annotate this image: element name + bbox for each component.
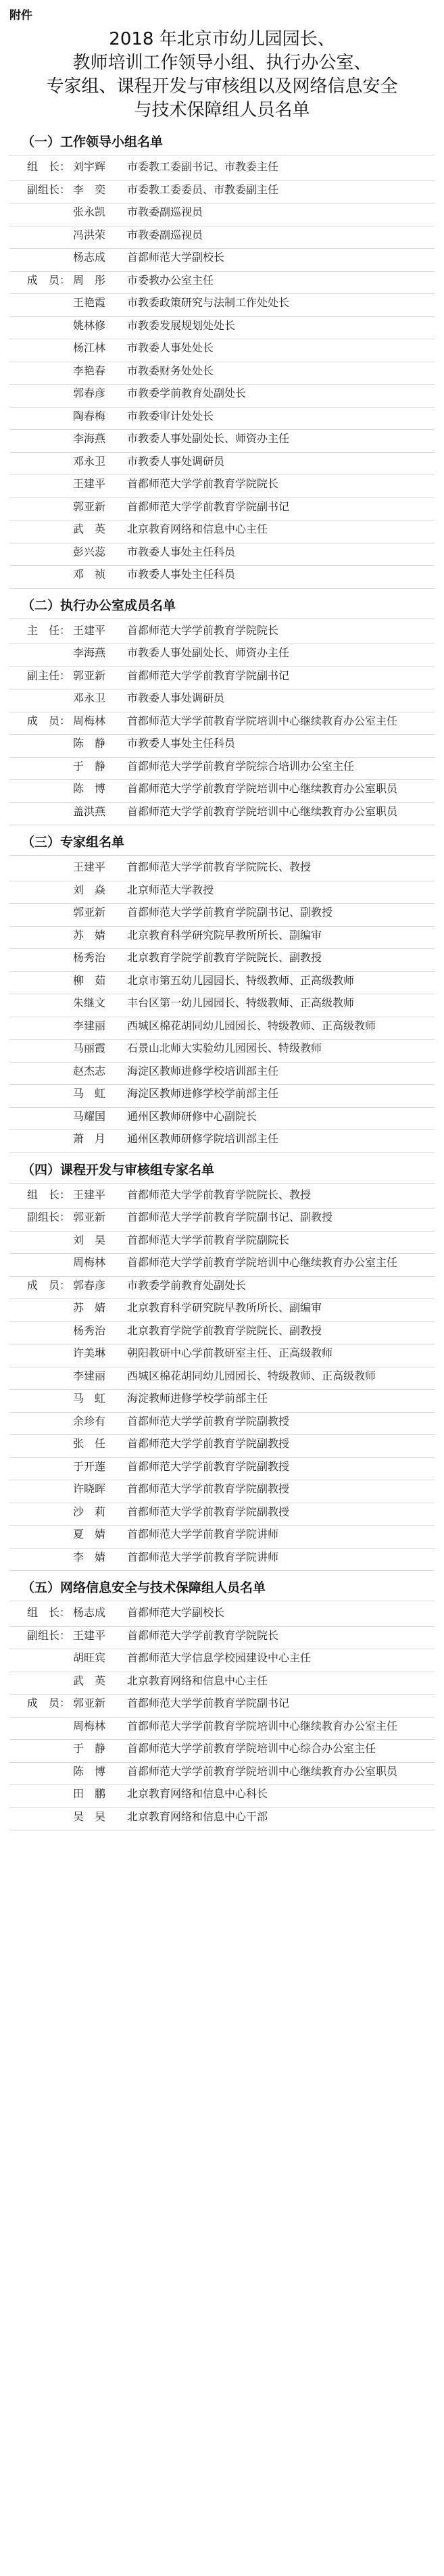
section-heading: （一）工作领导小组名单: [9, 132, 435, 155]
member-name: 张 任: [73, 1437, 106, 1450]
member-row: [9, 339, 435, 362]
member-position: 首都师范大学学前教育学院培训中心继续教育办公室职员: [127, 782, 398, 795]
member-row: [9, 1785, 435, 1808]
member-name: 盖洪燕: [73, 804, 106, 818]
member-row: [9, 1390, 435, 1413]
member-row: [9, 1413, 435, 1436]
member-position: 市教委审计处处长: [127, 409, 214, 422]
member-name: 郭亚新: [73, 669, 106, 682]
member-row: [9, 1627, 435, 1650]
member-row: [9, 181, 435, 204]
member-position: 首都师范大学学前教育学院副教授: [127, 1414, 290, 1428]
member-name: 吴 昊: [73, 1809, 106, 1823]
member-row: [9, 566, 435, 589]
member-row: [9, 622, 435, 645]
member-row: [9, 1322, 435, 1345]
member-position: 首都师范大学学前教育学院培训中心继续教育办公室职员: [127, 1764, 398, 1778]
member-row: [9, 712, 435, 735]
member-position: 市教委人事处副处长、师资办主任: [127, 432, 290, 445]
member-position: 市教委人事处主任科员: [127, 568, 236, 581]
member-position: 北京教育网络和信息中心主任: [127, 1674, 268, 1687]
member-name: 朱继文: [73, 996, 106, 1009]
section-heading: （二）执行办公室成员名单: [9, 596, 435, 619]
member-position: 海淀教师进修学校学前部主任: [127, 1392, 268, 1405]
member-name: 余珍有: [73, 1414, 106, 1428]
member-name: 马 虹: [73, 1392, 106, 1405]
member-row: [9, 543, 435, 566]
member-row: [9, 453, 435, 476]
member-name: 马 虹: [73, 1087, 106, 1100]
member-name: 邓 祯: [73, 568, 106, 581]
member-name: 邓永卫: [73, 691, 106, 704]
member-row: [9, 1367, 435, 1390]
member-name: 许美琳: [73, 1346, 106, 1359]
member-position: 石景山北师大实验幼儿园园长、特级教师: [127, 1042, 322, 1054]
member-position: 首都师范大学学前教育学院副教授: [127, 1505, 290, 1518]
member-position: 朝阳教研中心学前教研室主任、正高级教师: [127, 1346, 333, 1359]
member-row: [9, 1649, 435, 1672]
member-row: [9, 1808, 435, 1831]
member-name: 苏 婧: [73, 1301, 106, 1314]
section-heading: （四）课程开发与审核组专家名单: [9, 1160, 435, 1184]
member-position: 北京教育网络和信息中心科长: [127, 1787, 268, 1800]
member-role: 副组长：: [26, 1211, 70, 1223]
member-row: [9, 667, 435, 690]
member-name: 赵杰志: [73, 1064, 106, 1077]
member-position: 北京师范大学教授: [127, 883, 214, 896]
document-title: [9, 28, 435, 122]
member-position: 市教委副巡视员: [127, 205, 203, 218]
member-name: 郭亚新: [73, 1211, 106, 1223]
member-name: 冯洪荣: [73, 228, 106, 241]
member-name: 王建平: [73, 477, 106, 490]
member-name: 张永凯: [73, 205, 106, 218]
member-position: 通州区教师研修中心副院长: [127, 1109, 257, 1123]
member-name: 彭兴蕊: [73, 545, 106, 558]
member-name: 刘 焱: [73, 883, 106, 896]
member-role: 成 员：: [26, 1697, 70, 1709]
member-row: [9, 758, 435, 781]
member-row: [9, 226, 435, 249]
member-position: 市教委财务处处长: [127, 364, 214, 377]
member-list-section: [9, 132, 435, 589]
member-row: [9, 1108, 435, 1131]
member-position: 市教委人事处主任科员: [127, 737, 236, 750]
member-position: 首都师范大学学前教育学院副书记、副教授: [127, 906, 333, 919]
member-position: 首都师范大学副校长: [127, 251, 225, 264]
title-line: 2018 年北京市幼儿园园长、: [109, 29, 335, 49]
sections-container: [9, 132, 435, 1830]
member-list-section: [9, 832, 435, 1153]
member-name: 李海燕: [73, 432, 106, 445]
member-position: 首都师范大学学前教育学院培训中心综合办公室主任: [127, 1742, 376, 1755]
member-name: 许晓晖: [73, 1482, 106, 1495]
member-position: 通州区教师研修学院培训部主任: [127, 1132, 279, 1145]
member-name: 周梅林: [73, 1719, 106, 1732]
member-row: [9, 294, 435, 317]
member-row: [9, 1085, 435, 1108]
member-row: [9, 1526, 435, 1549]
member-row: [9, 927, 435, 950]
member-name: 杨志成: [73, 251, 106, 264]
member-position: 首都师范大学副校长: [127, 1606, 225, 1619]
member-position: 首都师范大学学前教育学院院长: [127, 623, 279, 637]
member-name: 于开莲: [73, 1459, 106, 1473]
member-name: 于 静: [73, 1742, 106, 1755]
member-position: 北京教育网络和信息中心干部: [127, 1809, 268, 1823]
member-name: 李 婧: [73, 1550, 106, 1563]
member-role: 组 长：: [26, 1606, 70, 1619]
member-role: 副组长：: [26, 183, 70, 196]
member-name: 郭亚新: [73, 906, 106, 919]
member-row: [9, 317, 435, 340]
member-row: [9, 430, 435, 453]
member-position: 北京教育科学研究院早教所所长、副编审: [127, 928, 322, 942]
member-row: [9, 1763, 435, 1786]
member-row: [9, 858, 435, 881]
member-name: 于 静: [73, 759, 106, 773]
member-position: 首都师范大学学前教育学院院长: [127, 477, 279, 490]
member-name: 陈 博: [73, 1764, 106, 1778]
member-position: 西城区棉花胡同幼儿园园长、特级教师、正高级教师: [127, 1019, 376, 1032]
member-name: 杨秀治: [73, 1323, 106, 1337]
member-name: 王建平: [73, 623, 106, 637]
member-position: 首都师范大学学前教育学院培训中心继续教育办公室主任: [127, 1256, 398, 1269]
member-position: 北京教育网络和信息中心主任: [127, 523, 268, 535]
member-row: [9, 1604, 435, 1627]
member-name: 胡旺宾: [73, 1651, 106, 1664]
member-position: 市教委学前教育处副处长: [127, 1278, 247, 1292]
member-row: [9, 272, 435, 295]
member-position: 市教委人事处调研员: [127, 454, 225, 468]
member-position: 首都师范大学学前教育学院培训中心继续教育办公室主任: [127, 1719, 398, 1732]
member-row: [9, 1695, 435, 1718]
member-name: 李建丽: [73, 1369, 106, 1382]
member-row: [9, 385, 435, 408]
member-role: 副主任：: [26, 669, 70, 682]
member-row: [9, 1672, 435, 1695]
member-position: 首都师范大学学前教育学院副书记: [127, 500, 290, 513]
member-name: 邓永卫: [73, 454, 106, 468]
member-position: 首都师范大学学前教育学院院长: [127, 1628, 279, 1642]
member-row: [9, 1063, 435, 1086]
member-name: 沙 莉: [73, 1505, 106, 1518]
member-row: [9, 249, 435, 272]
member-name: 马耀国: [73, 1109, 106, 1123]
member-row: [9, 1186, 435, 1209]
member-row: [9, 735, 435, 758]
member-position: 首都师范大学学前教育学院副教授: [127, 1482, 290, 1495]
member-name: 刘宇辉: [73, 160, 106, 173]
member-position: 市教委人事处调研员: [127, 691, 225, 704]
member-name: 周梅林: [73, 714, 106, 727]
member-row: [9, 158, 435, 181]
member-row: [9, 780, 435, 803]
member-position: 海淀区教师进修学校学前部主任: [127, 1087, 279, 1100]
member-position: 市委教办公室主任: [127, 273, 214, 287]
member-row: [9, 1458, 435, 1481]
member-name: 陶春梅: [73, 409, 106, 422]
member-row: [9, 1254, 435, 1277]
member-position: 首都师范大学学前教育学院院长、教授: [127, 860, 312, 873]
member-name: 郭春彦: [73, 1278, 106, 1292]
member-role: 主 任：: [26, 623, 70, 637]
member-name: 王艳霞: [73, 296, 106, 309]
member-role: 成 员：: [26, 1278, 70, 1292]
member-row: [9, 1299, 435, 1322]
member-role: 组 长：: [26, 1188, 70, 1201]
member-row: [9, 644, 435, 667]
member-name: 周梅林: [73, 1256, 106, 1269]
member-name: 刘 昊: [73, 1233, 106, 1246]
member-name: 杨江林: [73, 341, 106, 354]
member-name: 王建平: [73, 1188, 106, 1201]
member-row: [9, 1277, 435, 1300]
member-row: [9, 949, 435, 972]
member-row: [9, 994, 435, 1017]
member-role: 成 员：: [26, 714, 70, 727]
member-position: 首都师范大学学前教育学院培训中心继续教育办公室主任: [127, 714, 398, 727]
member-position: 首都师范大学学前教育学院副书记: [127, 1697, 290, 1709]
member-name: 李建丽: [73, 1019, 106, 1032]
annex-label: 附件: [9, 9, 32, 22]
member-role: 组 长：: [26, 160, 70, 173]
member-row: [9, 1232, 435, 1255]
member-name: 王建平: [73, 860, 106, 873]
member-position: 市教委发展规划处处长: [127, 318, 236, 332]
member-name: 夏 婧: [73, 1528, 106, 1540]
member-name: 武 英: [73, 1674, 106, 1687]
member-position: 首都师范大学学前教育学院副书记、副教授: [127, 1211, 333, 1223]
member-position: 首都师范大学学前教育学院副教授: [127, 1437, 290, 1450]
member-name: 苏 婧: [73, 928, 106, 942]
member-name: 王建平: [73, 1628, 106, 1642]
member-position: 丰台区第一幼儿园园长、特级教师、正高级教师: [127, 996, 355, 1009]
member-name: 杨秀治: [73, 951, 106, 964]
member-list-section: [9, 596, 435, 826]
member-position: 市教委人事处副处长、师资办主任: [127, 646, 290, 659]
member-name: 姚林修: [73, 318, 106, 332]
member-row: [9, 1130, 435, 1153]
member-list-section: [9, 1160, 435, 1572]
member-row: [9, 904, 435, 927]
member-row: [9, 520, 435, 543]
member-name: 萧 月: [73, 1132, 106, 1145]
member-position: 首都师范大学学前教育学院讲师: [127, 1550, 279, 1563]
member-position: 市教委政策研究与法制工作处处长: [127, 296, 290, 309]
title-line: 教师培训工作领导小组、执行办公室、: [72, 53, 372, 73]
member-position: 北京教育学院学前教育学院院长、副教授: [127, 1323, 322, 1337]
title-line: 专家组、课程开发与审核组以及网络信息安全: [46, 76, 398, 97]
member-position: 首都师范大学学前教育学院副教授: [127, 1459, 290, 1473]
member-name: 马丽霞: [73, 1042, 106, 1054]
member-position: 海淀区教师进修学校培训部主任: [127, 1064, 279, 1077]
member-row: [9, 1209, 435, 1232]
member-position: 首都师范大学学前教育学院副院长: [127, 1233, 290, 1246]
member-row: [9, 1480, 435, 1503]
member-name: 李艳春: [73, 364, 106, 377]
member-name: 郭亚新: [73, 1697, 106, 1709]
member-role: 副组长：: [26, 1628, 70, 1642]
member-row: [9, 498, 435, 521]
member-row: [9, 475, 435, 498]
member-name: 陈 博: [73, 782, 106, 795]
member-position: 市教委副巡视员: [127, 228, 203, 241]
member-position: 首都师范大学信息学校园建设中心主任: [127, 1651, 312, 1664]
member-name: 武 英: [73, 523, 106, 535]
member-name: 李海燕: [73, 646, 106, 659]
member-position: 首都师范大学学前教育学院培训中心继续教育办公室职员: [127, 804, 398, 818]
member-row: [9, 1040, 435, 1063]
member-name: 陈 静: [73, 737, 106, 750]
member-position: 北京教育学院学前教育学院院长、副教授: [127, 951, 322, 964]
member-row: [9, 408, 435, 431]
member-position: 北京教育科学研究院早教所所长、副编审: [127, 1301, 322, 1314]
member-position: 市教委人事处处长: [127, 341, 214, 354]
section-heading: （三）专家组名单: [9, 832, 435, 856]
member-position: 北京市第五幼儿园园长、特级教师、正高级教师: [127, 973, 355, 987]
member-position: 首都师范大学学前教育学院院长、教授: [127, 1188, 312, 1201]
member-name: 田 鹏: [73, 1787, 106, 1800]
member-list-section: [9, 1578, 435, 1830]
member-row: [9, 362, 435, 385]
member-row: [9, 1503, 435, 1526]
member-position: 市委教工委委员、市教委副主任: [127, 183, 279, 196]
member-name: 李 奕: [73, 183, 106, 196]
member-position: 首都师范大学学前教育学院副书记: [127, 669, 290, 682]
member-row: [9, 972, 435, 995]
member-row: [9, 1435, 435, 1458]
member-name: 柳 茹: [73, 973, 106, 987]
member-position: 西城区棉花胡同幼儿园园长、特级教师、正高级教师: [127, 1369, 376, 1382]
member-position: 市委教工委副书记、市教委主任: [127, 160, 279, 173]
member-name: 郭亚新: [73, 500, 106, 513]
member-role: 成 员：: [26, 273, 70, 287]
member-row: [9, 1344, 435, 1367]
member-row: [9, 1549, 435, 1572]
member-position: 市教委学前教育处副处长: [127, 387, 247, 399]
member-row: [9, 1017, 435, 1040]
member-name: 杨志成: [73, 1606, 106, 1619]
member-name: 周 彤: [73, 273, 106, 287]
title-line: 与技术保障组人员名单: [134, 100, 310, 120]
member-row: [9, 689, 435, 712]
member-row: [9, 1718, 435, 1741]
section-heading: （五）网络信息安全与技术保障组人员名单: [9, 1578, 435, 1601]
member-row: [9, 803, 435, 826]
member-row: [9, 203, 435, 226]
member-position: 首都师范大学学前教育学院讲师: [127, 1528, 279, 1540]
member-position: 市教委人事处主任科员: [127, 545, 236, 558]
member-row: [9, 1740, 435, 1763]
member-name: 郭春彦: [73, 387, 106, 399]
member-row: [9, 881, 435, 904]
member-position: 首都师范大学学前教育学院综合培训办公室主任: [127, 759, 355, 773]
